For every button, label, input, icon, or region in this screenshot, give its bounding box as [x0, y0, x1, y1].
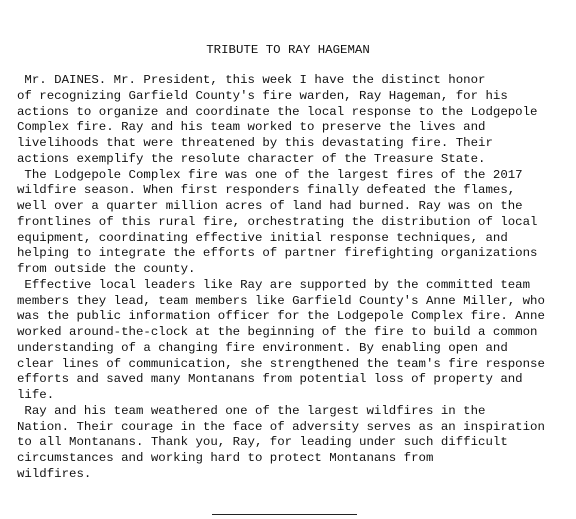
text-line: livelihoods that were threatened by this devastating fire. Their — [17, 136, 493, 150]
text-line: wildfire season. When first responders finally defeated the flames, — [17, 183, 516, 198]
text-line: clear lines of communication, she strengthened the team's fire response — [17, 356, 545, 371]
text-line: to all Montanans. Thank you, Ray, for leading under such difficult — [17, 435, 508, 450]
document-title: TRIBUTE TO RAY HAGEMAN — [206, 43, 370, 57]
text-line: well over a quarter million acres of land had burned. Ray was on the — [17, 199, 523, 213]
text-line: Ray and his team weathered one of the largest wildfires in the — [17, 403, 486, 418]
text-line: The Lodgepole Complex fire was one of the largest fires of the 2017 — [17, 167, 523, 182]
text-line: worked around-the-clock at the beginning of the fire to build a common — [17, 325, 538, 339]
document-body — [17, 73, 572, 483]
text-line: was the public information officer for the Lodgepole Complex fire. Anne — [17, 309, 545, 324]
text-line: wildfires. — [17, 466, 92, 481]
text-line: Mr. DAINES. Mr. President, this week I have the distinct honor — [17, 73, 486, 87]
text-line: Nation. Their courage in the face of adversity serves as an inspiration — [17, 419, 545, 434]
text-line: circumstances and working hard to protect Montanans from — [17, 451, 434, 465]
text-line: life. — [17, 388, 55, 402]
text-line: Complex fire. Ray and his team worked to preserve the lives and — [17, 120, 486, 135]
text-line: helping to integrate the efforts of partner firefighting organizations — [17, 246, 538, 261]
text-line: members they lead, team members like Garfield County's Anne Miller, who — [17, 293, 545, 308]
text-line: Effective local leaders like Ray are supported by the committed team — [17, 277, 531, 292]
text-line: actions exemplify the resolute character of the Treasure State. — [17, 151, 486, 166]
text-line: equipment, coordinating effective initial response techniques, and — [17, 230, 508, 245]
text-line: actions to organize and coordinate the local response to the Lodgepole — [17, 104, 538, 119]
section-divider — [212, 514, 357, 515]
text-line: understanding of a changing fire environment. By enabling open and — [17, 340, 508, 355]
text-line: frontlines of this rural fire, orchestrating the distribution of local — [17, 214, 538, 229]
text-line: efforts and saved many Montanans from potential loss of property and — [17, 372, 523, 387]
text-line: of recognizing Garfield County's fire warden, Ray Hageman, for his — [17, 88, 508, 103]
text-line: from outside the county. — [17, 262, 196, 276]
